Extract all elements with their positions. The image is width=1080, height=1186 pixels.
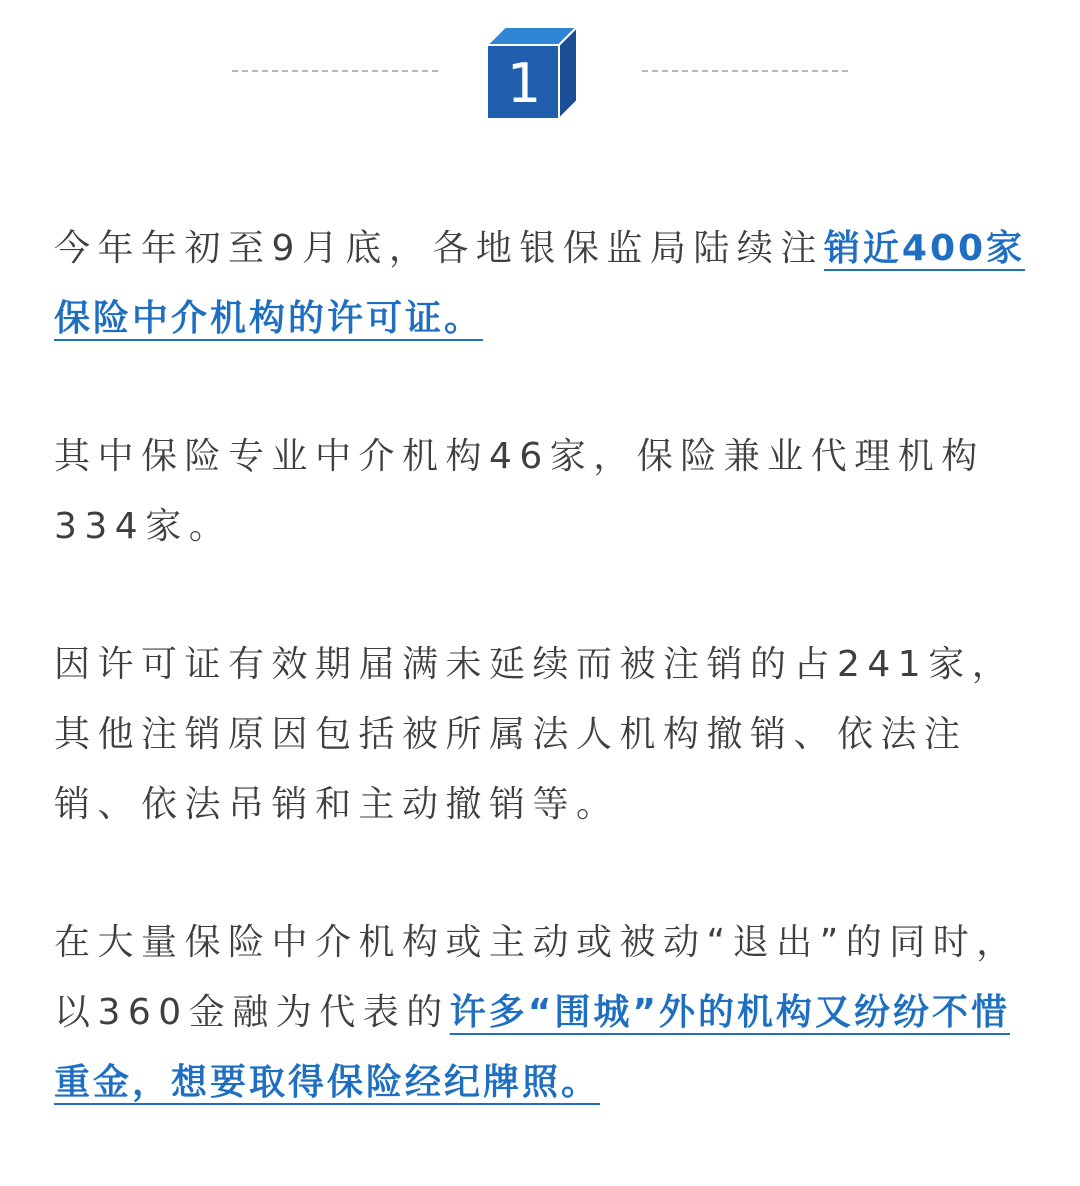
article-body [54, 214, 1034, 1186]
section-header [0, 0, 1080, 130]
paragraph-3-text: 因许可证有效期届满未延续而被注销的占241家，其他注销原因包括被所属法人机构撤销、依法注销、依法吊销和主动撤销等。 [54, 644, 1016, 825]
paragraph-4 [54, 908, 1034, 1118]
paragraph-1 [54, 214, 1034, 354]
paragraph-4-highlight-link[interactable]: 许多“围城”外的机构又纷纷不惜重金，想要取得保险经纪牌照。 [54, 992, 1011, 1103]
paragraph-3 [54, 630, 1034, 840]
paragraph-1-highlight-link[interactable]: 销近400家保险中介机构的许可证。 [54, 228, 1026, 339]
paragraph-4-text: 在大量保险中介机构或主动或被动“退出”的同时，以360金融为代表的 [54, 922, 1020, 1033]
paragraph-2 [54, 422, 1034, 562]
section-number: 1 [506, 52, 542, 115]
section-number-cube [485, 25, 581, 121]
paragraph-2-text: 其中保险专业中介机构46家，保险兼业代理机构334家。 [54, 436, 985, 547]
left-dashed-divider [232, 70, 438, 72]
right-dashed-divider [642, 70, 848, 72]
paragraph-1-text: 今年年初至9月底，各地银保监局陆续注 [54, 228, 824, 269]
